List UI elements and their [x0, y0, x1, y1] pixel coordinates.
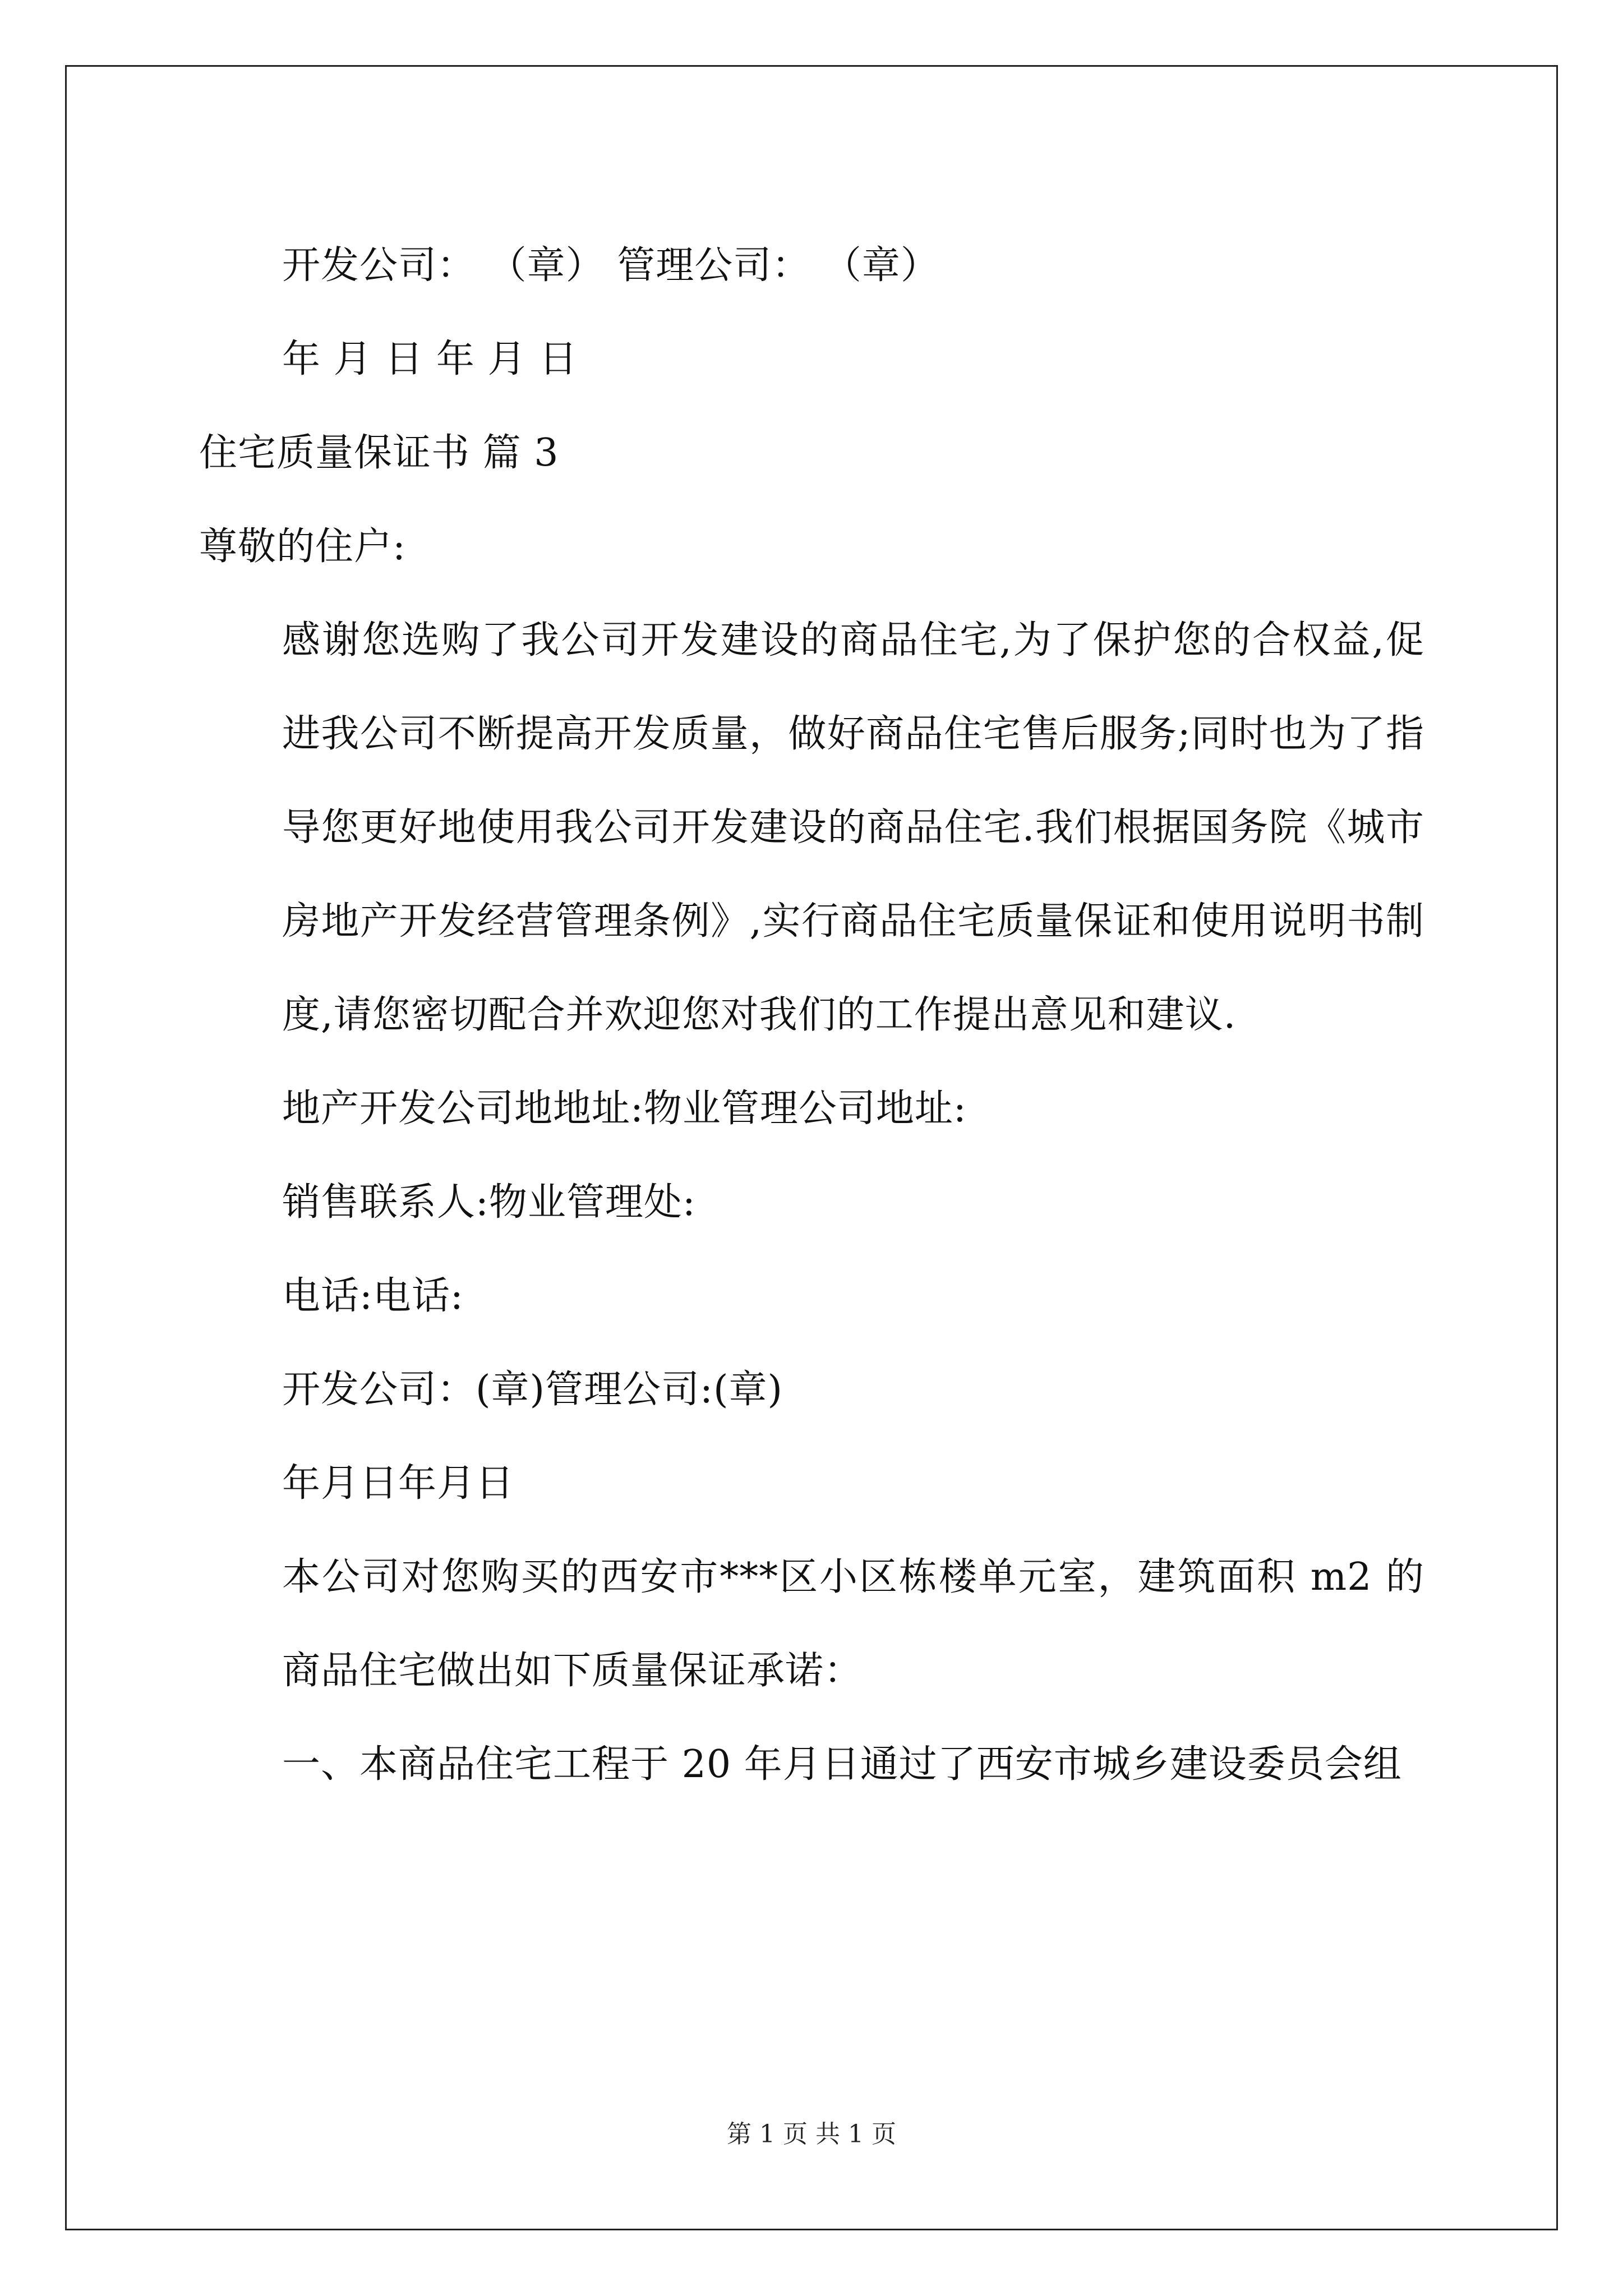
date-line-1: 年 月 日 年 月 日 — [282, 337, 578, 381]
document-body — [199, 219, 1424, 1811]
clause-one: 一、本商品住宅工程于 20 年月日通过了西安市城乡建设委员会组 — [282, 1742, 1402, 1787]
phone-line: 电话:电话: — [282, 1274, 464, 1318]
salutation: 尊敬的住户: — [199, 524, 406, 569]
section-title: 住宅质量保证书 篇 3 — [199, 431, 559, 475]
intro-paragraph: 感谢您选购了我公司开发建设的商品住宅,为了保护您的合权益,促进我公司不断提高开发质量，做好商品住宅售后服务;同时也为了指导您更好地使用我公司开发建设的商品住宅.我们根据国务院《城市房地产开发经营管理条例》,实行商品住宅质量保证和使用说明书制度,请您密切配合并欢迎您对我们的工作提出意见和建议. — [282, 618, 1424, 1037]
date-line-2: 年月日年月日 — [282, 1461, 515, 1506]
signature-line-1: 开发公司： （章） 管理公司： （章） — [282, 243, 939, 288]
contact-line: 销售联系人:物业管理处: — [282, 1180, 696, 1225]
signature-line-2: 开发公司：(章)管理公司:(章) — [282, 1368, 783, 1412]
address-line: 地产开发公司地地址:物业管理公司地址: — [282, 1087, 967, 1131]
commitment-paragraph: 本公司对您购买的西安市***区小区栋楼单元室，建筑面积 m2 的商品住宅做出如下质量保证承诺： — [282, 1555, 1424, 1693]
page-footer: 第 1 页 共 1 页 — [727, 2120, 896, 2148]
